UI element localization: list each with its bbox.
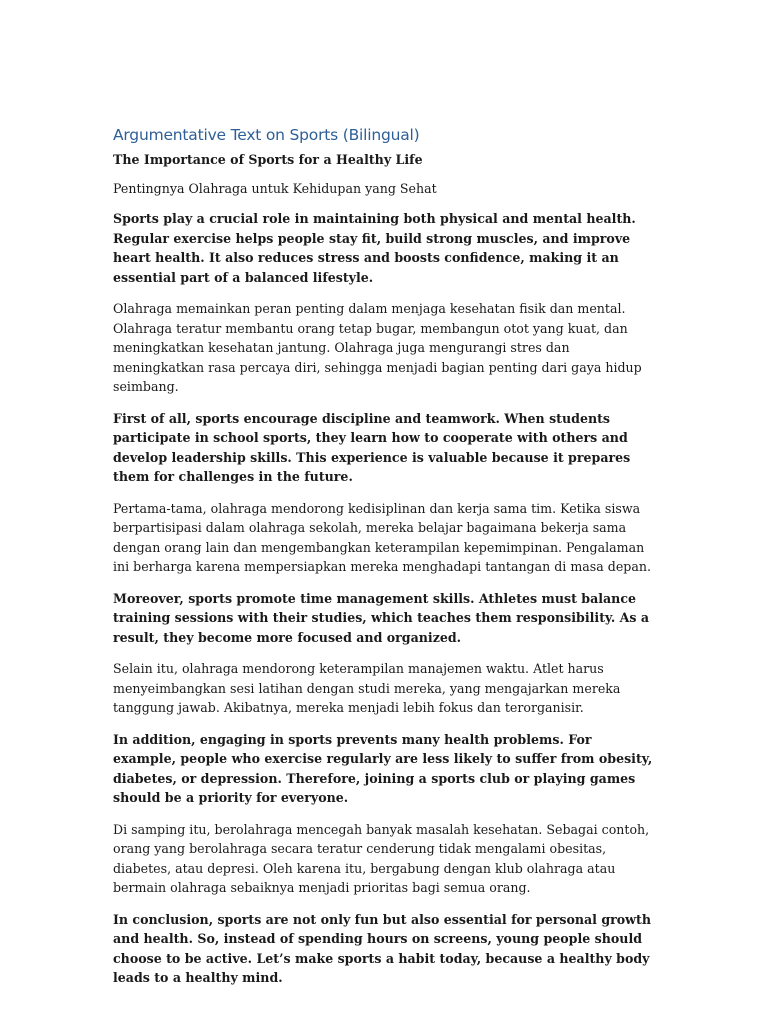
document-body: [113, 124, 653, 1000]
paragraph-id-health: Di samping itu, berolahraga mencegah banyak masalah kesehatan. Sebagai contoh, orang yang berolahraga secara teratur cenderung tidak mengalami obesitas, diabetes, atau depresi. Oleh karena itu, bergabung dengan klub olahraga atau bermain olahraga sebaiknya menjadi prioritas bagi semua orang.: [113, 821, 650, 895]
document-title: Argumentative Text on Sports (Bilingual): [113, 126, 420, 144]
paragraph-id-intro: Olahraga memainkan peran penting dalam menjaga kesehatan fisik dan mental. Olahraga teratur membantu orang tetap bugar, membangun otot yang kuat, dan meningkatkan kesehatan jantung. Olahraga juga mengurangi stres dan meningkatkan rasa percaya diri, sehingga menjadi bagian penting dari gaya hidup seimbang.: [113, 301, 642, 394]
paragraph-en-time-management: Moreover, sports promote time management skills. Athletes must balance training sessions with their studies, which teaches them responsibility. As a result, they become more focused and organized.: [113, 590, 650, 645]
paragraph-en-discipline: First of all, sports encourage discipline and teamwork. When students participate in school sports, they learn how to cooperate with others and develop leadership skills. This experience is valuable because it prepares them for challenges in the future.: [113, 410, 631, 484]
paragraph-en-conclusion: In conclusion, sports are not only fun but also essential for personal growth and health. So, instead of spending hours on screens, young people should choose to be active. Let’s make sports a habit today, because a healthy body leads to a healthy mind.: [113, 911, 651, 985]
indonesian-subtitle: Pentingnya Olahraga untuk Kehidupan yang Sehat: [113, 181, 437, 196]
paragraph-en-health: In addition, engaging in sports prevents many health problems. For example, people who exercise regularly are less likely to suffer from obesity, diabetes, or depression. Therefore, joining a sports club or playing games should be a priority for everyone.: [113, 731, 653, 805]
paragraph-id-discipline: Pertama-tama, olahraga mendorong kedisiplinan dan kerja sama tim. Ketika siswa berpartisipasi dalam olahraga sekolah, mereka belajar bagaimana bekerja sama dengan orang lain dan mengembangkan keterampilan kepemimpinan. Pengalaman ini berharga karena mempersiapkan mereka menghadapi tantangan di masa depan.: [113, 500, 651, 574]
english-subtitle: The Importance of Sports for a Healthy Life: [113, 152, 423, 167]
paragraph-en-intro: Sports play a crucial role in maintaining both physical and mental health. Regular exercise helps people stay fit, build strong muscles, and improve heart health. It also reduces stress and boosts confidence, making it an essential part of a balanced lifestyle.: [113, 211, 636, 285]
paragraph-id-time-management: Selain itu, olahraga mendorong keterampilan manajemen waktu. Atlet harus menyeimbangkan sesi latihan dengan studi mereka, yang mengajarkan mereka tanggung jawab. Akibatnya, mereka menjadi lebih fokus dan terorganisir.: [113, 661, 621, 715]
